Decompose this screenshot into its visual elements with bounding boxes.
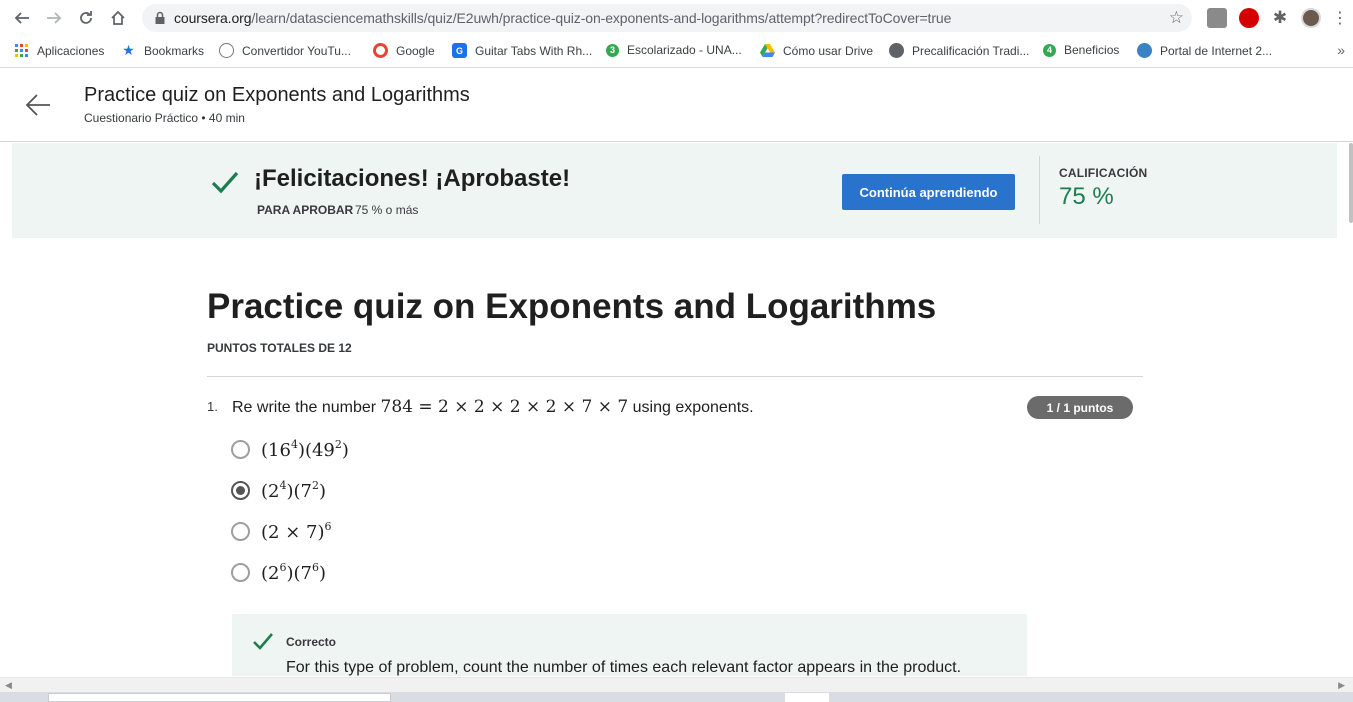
bookmark-label: Precalificación Tradi...: [912, 43, 1030, 58]
bookmark-beneficios[interactable]: [1043, 43, 1119, 57]
url-text: coursera.org/learn/datasciencemathskills/quiz/E2uwh/practice-quiz-on-exponents-and-logarithms/attempt?redirectToCover=true: [174, 10, 952, 26]
back-arrow-icon[interactable]: [24, 91, 52, 119]
reload-icon[interactable]: [74, 6, 98, 30]
lock-icon: [152, 10, 168, 26]
bookmark-label: Beneficios: [1064, 43, 1120, 57]
course-header: [0, 69, 1353, 142]
grade-value: 75 %: [1059, 183, 1114, 210]
divider: [207, 376, 1143, 377]
bookmark-convertidor[interactable]: [219, 43, 351, 58]
bookmark-star-icon[interactable]: ☆: [1168, 8, 1184, 27]
drive-icon: [760, 43, 775, 58]
taskbar-item[interactable]: [48, 693, 391, 702]
pass-label: PARA APROBAR: [257, 203, 354, 217]
scroll-right-icon[interactable]: ▶: [1338, 680, 1345, 690]
result-headline: ¡Felicitaciones! ¡Aprobaste!: [254, 165, 571, 192]
adblock-extension-icon[interactable]: [1239, 8, 1259, 28]
radio-button[interactable]: [231, 440, 250, 459]
taskbar: [0, 692, 1353, 702]
option-label: $(16^4)(49^2)$: [261, 438, 349, 461]
profile-avatar[interactable]: [1301, 8, 1321, 28]
bookmark-label: Portal de Internet 2...: [1160, 43, 1273, 58]
more-bookmarks-icon[interactable]: »: [1337, 42, 1345, 58]
globe-icon: [1137, 43, 1152, 58]
question-text: Re write the number 784 = 2 × 2 × 2 × 2 × 7 × 7 using exponents.: [232, 397, 754, 417]
radio-button[interactable]: [231, 522, 250, 541]
menu-kebab-icon[interactable]: ⋮: [1332, 10, 1348, 27]
bookmark-guitar-tabs[interactable]: [452, 43, 592, 58]
bookmark-google[interactable]: [373, 43, 435, 58]
bookmark-label: Guitar Tabs With Rh...: [475, 43, 593, 58]
google-icon: [373, 43, 388, 58]
converter-icon: [219, 43, 234, 58]
check-icon: [210, 167, 240, 197]
home-icon[interactable]: [106, 6, 130, 30]
bookmark-bookmarks[interactable]: [121, 43, 204, 58]
taskbar-item[interactable]: [785, 693, 829, 702]
feedback-box: [232, 614, 1027, 676]
answer-option[interactable]: [231, 479, 326, 502]
result-banner: [12, 143, 1337, 238]
guitar-tabs-icon: G: [452, 43, 467, 58]
header-subtitle: Cuestionario Práctico • 40 min: [84, 111, 245, 125]
back-icon[interactable]: [10, 6, 34, 30]
bookmark-label: Bookmarks: [144, 43, 205, 58]
bookmark-precalificacion[interactable]: [889, 43, 1029, 58]
question-math: 784 = 2 × 2 × 2 × 2 × 7 × 7: [380, 397, 629, 417]
apps-grid-icon: [14, 43, 29, 58]
answer-option[interactable]: [231, 561, 326, 584]
quiz-title: Practice quiz on Exponents and Logarithms: [207, 287, 937, 326]
answer-option[interactable]: [231, 438, 349, 461]
option-label: $(2 \times 7)^6$: [261, 520, 332, 543]
option-label: $(2^6)(7^6)$: [261, 561, 327, 584]
forward-icon[interactable]: [42, 6, 66, 30]
radio-button-selected[interactable]: [231, 481, 250, 500]
scroll-left-icon[interactable]: ◀: [5, 680, 12, 690]
bookmark-drive[interactable]: [760, 43, 873, 58]
grade-label: CALIFICACIÓN: [1059, 166, 1148, 180]
question-number: 1.: [207, 399, 218, 414]
address-bar[interactable]: [142, 4, 1192, 32]
escolarizado-icon: 3: [606, 44, 619, 57]
header-title: Practice quiz on Exponents and Logarithms: [84, 84, 470, 106]
radio-button[interactable]: [231, 563, 250, 582]
horizontal-scrollbar[interactable]: [0, 677, 1353, 692]
globe-icon: [889, 43, 904, 58]
check-icon: [252, 630, 274, 652]
extensions-puzzle-icon[interactable]: ✱: [1272, 8, 1288, 27]
bookmark-aplicaciones[interactable]: [14, 43, 104, 58]
bookmark-label: Aplicaciones: [37, 43, 105, 58]
bookmark-label: Cómo usar Drive: [783, 43, 874, 58]
feedback-text: For this type of problem, count the number of times each relevant factor appears in the product.: [286, 659, 962, 676]
bookmark-label: Convertidor YouTu...: [242, 43, 351, 58]
score-badge: 1 / 1 puntos: [1027, 396, 1133, 419]
divider: [1039, 156, 1040, 224]
bookmark-portal[interactable]: [1137, 43, 1272, 58]
option-label: $(2^4)(7^2)$: [261, 479, 327, 502]
browser-toolbar: [0, 0, 1353, 36]
bookmark-label: Escolarizado - UNA...: [627, 43, 742, 57]
total-points: PUNTOS TOTALES DE 12: [207, 341, 352, 355]
star-icon: ★: [122, 42, 135, 58]
bookmark-label: Google: [396, 43, 435, 58]
bookmark-escolarizado[interactable]: [606, 43, 742, 57]
answer-option[interactable]: [231, 520, 331, 543]
beneficios-icon: 4: [1043, 44, 1056, 57]
drive-extension-icon[interactable]: [1207, 8, 1227, 28]
continue-learning-button[interactable]: Continúa aprendiendo: [842, 174, 1015, 210]
vertical-scrollbar-thumb[interactable]: [1349, 143, 1353, 223]
pass-value: 75 % o más: [355, 203, 419, 217]
feedback-title: Correcto: [286, 635, 337, 649]
bookmarks-bar: [0, 36, 1353, 68]
